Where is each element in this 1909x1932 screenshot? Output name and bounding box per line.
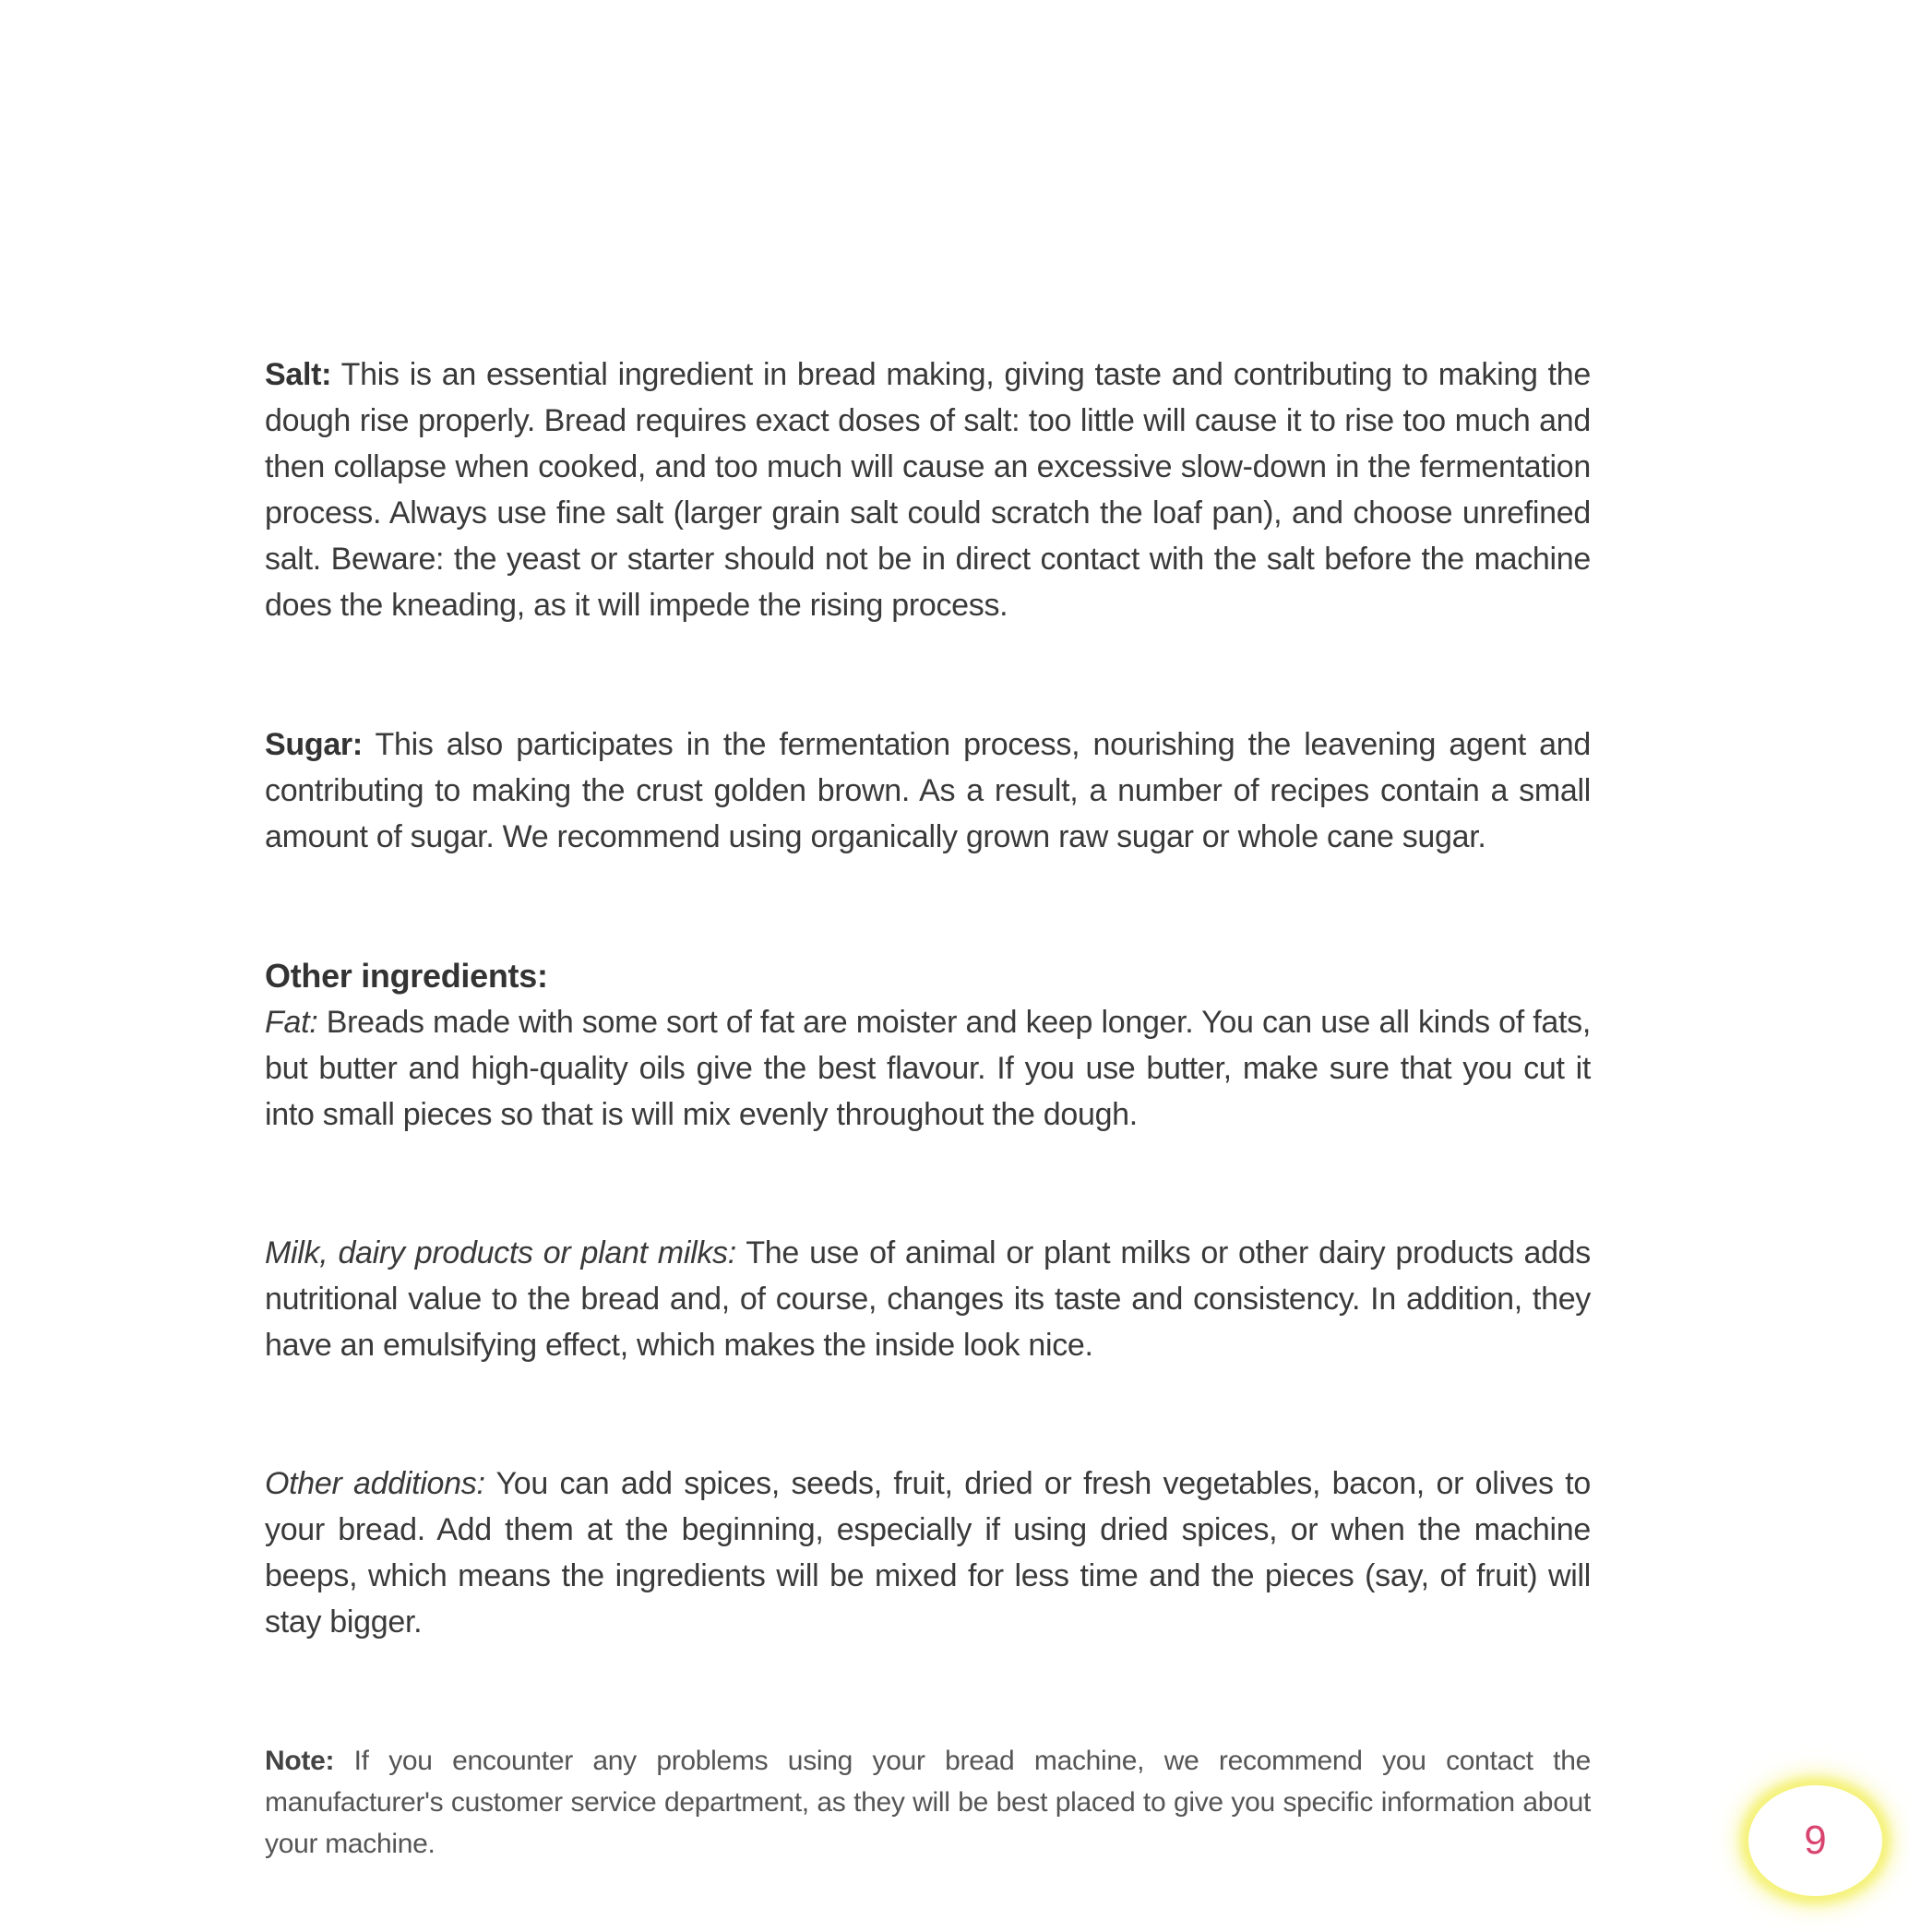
sugar-text: This also participates in the fermentation process, nourishing the leavening agent and contributing to making the crust golden brown. As a result, a number of recipes contain a small amount of sugar. We recommend using organically grown raw sugar or whole cane sugar. [265, 727, 1591, 854]
other-ingredients-heading: Other ingredients: [265, 957, 548, 995]
note-paragraph [265, 1740, 1591, 1865]
salt-paragraph [265, 352, 1591, 628]
note-label: Note: [265, 1746, 335, 1776]
milk-text: The use of animal or plant milks or other dairy products adds nutritional value to the bread and, of course, changes its taste and consistency. In addition, they have an emulsifying effect, which makes the inside look nice. [265, 1235, 1591, 1363]
note-text: If you encounter any problems using your bread machine, we recommend you contact the manufacturer's customer service department, as they will be best placed to give you specific information about your machine. [265, 1746, 1591, 1859]
additions-paragraph [265, 1461, 1591, 1645]
page-number-badge [1748, 1785, 1882, 1896]
fat-label: Fat: [265, 1005, 318, 1040]
other-ingredients-section [265, 953, 1591, 1138]
page-number: 9 [1804, 1818, 1827, 1863]
additions-text: You can add spices, seeds, fruit, dried or fresh vegetables, bacon, or olives to your bread. Add them at the beginning, especially if using dried spices, or when the machine beeps, which means the ingredients will be mixed for less time and the pieces (say, of fruit) will stay bigger. [265, 1466, 1591, 1640]
fat-text: Breads made with some sort of fat are moister and keep longer. You can use all kinds of fats, but butter and high-quality oils give the best flavour. If you use butter, make sure that you cut it into small pieces so that is will mix evenly throughout the dough. [265, 1005, 1591, 1132]
milk-label: Milk, dairy products or plant milks: [265, 1235, 736, 1270]
salt-label: Salt: [265, 357, 332, 392]
sugar-label: Sugar: [265, 727, 363, 762]
salt-text: This is an essential ingredient in bread making, giving taste and contributing to making the dough rise properly. Bread requires exact doses of salt: too little will cause it to rise too much and then collapse when cooked, and too much will cause an excessive slow-down in the fermentation process. Always use fine salt (larger grain salt could scratch the loaf pan), and choose unrefined salt. Beware: the yeast or starter should not be in direct contact with the salt before the machine does the kneading, as it will impede the rising process. [265, 357, 1591, 623]
additions-label: Other additions: [265, 1466, 485, 1501]
milk-paragraph [265, 1230, 1591, 1368]
sugar-paragraph [265, 722, 1591, 860]
